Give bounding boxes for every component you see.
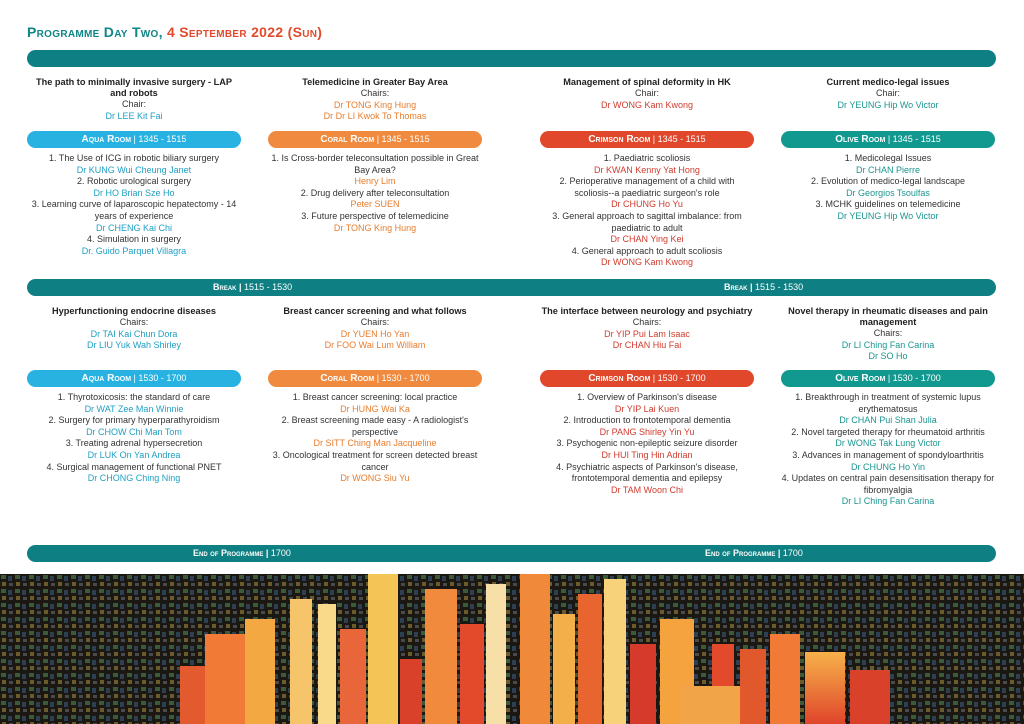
talk-title: 4. Surgical management of functional PNET (46, 461, 222, 472)
talk-list-b2-aqua (27, 392, 241, 485)
talk-title: 4. Updates on central pain desensitisation therapy for fibromyalgia (781, 473, 995, 495)
room-pill-olive: Olive Room | 1530 - 1700 (781, 370, 995, 387)
speaker-name: Dr LUK On Yan Andrea (87, 449, 181, 460)
talk-title: 3. General approach to sagittal imbalance: from paediatric to adult (552, 210, 742, 233)
session-title: The interface between neurology and psychiatry (541, 306, 753, 316)
session-header-b1-aqua (27, 77, 241, 122)
speaker-name: Dr HUNG Wai Ka (340, 403, 410, 414)
session-header-b2-olive (781, 306, 995, 363)
talk-title: 1. Is Cross-border teleconsultation possible in Great Bay Area? (271, 153, 479, 175)
speaker-name: Dr SITT Ching Man Jacqueline (313, 438, 437, 449)
page-title-label: Programme Day Two, (27, 24, 163, 40)
city-skyline-illustration (0, 574, 1024, 724)
chair-name: Dr TONG King Hung (333, 99, 417, 110)
chair-name: Dr Dr LI Kwok To Thomas (323, 111, 427, 122)
chair-name: Dr SO Ho (868, 351, 908, 362)
speaker-name: Henry Lim (354, 176, 396, 187)
talk-title: 1. Thyrotoxicosis: the standard of care (57, 392, 211, 402)
talk-title: 4. Simulation in surgery (86, 234, 182, 245)
session-header-b2-aqua (27, 306, 241, 352)
speaker-name: Dr Georgios Tsoulfas (846, 187, 930, 198)
chair-name: Dr LI Ching Fan Carina (841, 339, 935, 350)
talk-title: 2. Drug delivery after teleconsultation (300, 187, 450, 198)
session-title: Current medico-legal issues (826, 77, 950, 87)
speaker-name: Dr. Guido Parquet Villagra (81, 245, 187, 256)
speaker-name: Dr WAT Zee Man Winnie (84, 403, 184, 414)
top-divider-bar (27, 50, 996, 67)
speaker-name: Dr KUNG Wui Cheung Janet (76, 164, 192, 175)
end-label-right: End of Programme | 1700 (705, 548, 803, 558)
break-label-right: Break | 1515 - 1530 (724, 282, 804, 292)
talk-title: 2. Evolution of medico-legal landscape (810, 176, 966, 187)
talk-title: 4. Psychiatric aspects of Parkinson's disease, frontotemporal dementia and epilepsy (556, 461, 738, 484)
chair-name: Dr CHAN Hiu Fai (612, 340, 682, 351)
session-header-b1-olive (781, 77, 995, 111)
talk-title: 3. MCHK guidelines on telemedicine (815, 199, 961, 210)
chair-name: Dr YEUNG Hip Wo Victor (837, 99, 939, 110)
break-bar (27, 279, 996, 296)
speaker-name: Dr PANG Shirley Yin Yu (599, 426, 695, 437)
session-title: Management of spinal deformity in HK (563, 77, 731, 87)
speaker-name: Dr CHENG Kai Chi (95, 222, 172, 233)
speaker-name: Peter SUEN (350, 199, 400, 210)
break-label-left: Break | 1515 - 1530 (213, 282, 293, 292)
talk-title: 1. Breast cancer screening: local practice (292, 392, 458, 402)
session-header-b2-coral (268, 306, 482, 352)
speaker-name: Dr CHAN Pierre (855, 164, 920, 175)
chair-label: Chairs: (360, 88, 390, 98)
speaker-name: Dr YIP Lai Kuen (614, 403, 680, 414)
talk-title: 2. Robotic urological surgery (76, 176, 192, 187)
speaker-name: Dr WONG Siu Yu (340, 473, 410, 484)
talk-title: 2. Novel targeted therapy for rheumatoid arthritis (791, 426, 985, 437)
talk-title: 3. Oncological treatment for screen detected breast cancer (272, 449, 478, 472)
session-title: Breast cancer screening and what follows (283, 306, 467, 316)
talk-list-b2-olive (781, 392, 995, 508)
talk-title: 2. Breast screening made easy - A radiologist's perspective (281, 415, 469, 437)
chair-label: Chairs: (119, 317, 149, 327)
talk-title: 3. Treating adrenal hypersecretion (65, 438, 203, 449)
room-pill-coral: Coral Room | 1345 - 1515 (268, 131, 482, 148)
speaker-name: Dr CHONG Ching Ning (87, 473, 181, 484)
talk-title: 3. Advances in management of spondyloarthritis (792, 449, 984, 460)
chair-label: Chair: (634, 88, 659, 98)
talk-title: 1. The Use of ICG in robotic biliary surgery (49, 153, 219, 163)
session-header-b1-coral (268, 77, 482, 123)
talk-title: 2. Introduction to frontotemporal dementia (563, 415, 731, 426)
speaker-name: Dr CHUNG Ho Yin (850, 461, 925, 472)
speaker-name: Dr TONG King Hung (333, 222, 417, 233)
talk-title: 3. Learning curve of laparoscopic hepatectomy - 14 years of experience (31, 199, 237, 221)
skyline-svg (0, 574, 1024, 724)
room-pill-aqua: Aqua Room | 1530 - 1700 (27, 370, 241, 387)
end-label-left: End of Programme | 1700 (193, 548, 291, 558)
speaker-name: Dr CHAN Ying Kei (610, 234, 684, 245)
speaker-name: Dr WONG Tak Lung Victor (835, 438, 941, 449)
talk-title: 3. Future perspective of telemedicine (301, 210, 449, 221)
talk-list-b1-crimson (540, 153, 754, 269)
session-title: Hyperfunctioning endocrine diseases (52, 306, 216, 316)
speaker-name: Dr KWAN Kenny Yat Hong (594, 164, 700, 175)
session-header-b2-crimson (540, 306, 754, 352)
talk-title: 1. Medicolegal Issues (844, 153, 932, 163)
page-title (27, 24, 322, 40)
talk-title: 3. Psychogenic non-epileptic seizure disorder (556, 438, 738, 449)
chair-label: Chairs: (632, 317, 662, 327)
page-title-date: 4 September 2022 (Sun) (167, 24, 323, 40)
speaker-name: Dr LI Ching Fan Carina (841, 496, 935, 507)
talk-title: 4. General approach to adult scoliosis (571, 245, 723, 256)
speaker-name: Dr HO Brian Sze Ho (93, 187, 175, 198)
talk-title: 2. Perioperative management of a child with scoliosis--a paediatric surgeon's role (559, 176, 735, 198)
speaker-name: Dr WONG Kam Kwong (600, 257, 694, 268)
chair-name: Dr FOO Wai Lum William (324, 340, 426, 351)
chair-name: Dr YUEN Ho Yan (340, 328, 410, 339)
talk-title: 1. Breakthrough in treatment of systemic lupus erythematosus (795, 392, 981, 414)
talk-list-b1-olive (781, 153, 995, 223)
session-title: Telemedicine in Greater Bay Area (302, 77, 448, 87)
end-of-programme-bar (27, 545, 996, 562)
speaker-name: Dr CHOW Chi Man Tom (86, 426, 182, 437)
chair-name: Dr LIU Yuk Wah Shirley (86, 340, 182, 351)
talk-list-b1-aqua (27, 153, 241, 257)
speaker-name: Dr YEUNG Hip Wo Victor (837, 210, 939, 221)
chair-label: Chairs: (360, 317, 390, 327)
room-pill-aqua: Aqua Room | 1345 - 1515 (27, 131, 241, 148)
talk-list-b2-crimson (540, 392, 754, 496)
talk-list-b1-coral (268, 153, 482, 234)
room-pill-crimson: Crimson Room | 1530 - 1700 (540, 370, 754, 387)
session-title: Novel therapy in rheumatic diseases and pain management (788, 306, 988, 327)
talk-list-b2-coral (268, 392, 482, 485)
chair-name: Dr WONG Kam Kwong (600, 99, 694, 110)
speaker-name: Dr CHAN Pui Shan Julia (839, 415, 937, 426)
speaker-name: Dr TAM Woon Chi (610, 484, 684, 495)
chair-label: Chair: (875, 88, 900, 98)
session-title: The path to minimally invasive surgery - LAP and robots (35, 77, 233, 98)
room-pill-coral: Coral Room | 1530 - 1700 (268, 370, 482, 387)
session-header-b1-crimson (540, 77, 754, 111)
chair-label: Chairs: (873, 328, 903, 338)
talk-title: 1. Paediatric scoliosis (603, 153, 691, 163)
room-pill-olive: Olive Room | 1345 - 1515 (781, 131, 995, 148)
speaker-name: Dr CHUNG Ho Yu (611, 199, 683, 210)
talk-title: 1. Overview of Parkinson's disease (577, 392, 717, 402)
room-pill-crimson: Crimson Room | 1345 - 1515 (540, 131, 754, 148)
speaker-name: Dr HUI Ting Hin Adrian (601, 449, 693, 460)
talk-title: 2. Surgery for primary hyperparathyroidism (48, 415, 220, 426)
chair-name: Dr LEE Kit Fai (105, 110, 163, 121)
chair-name: Dr TAI Kai Chun Dora (90, 328, 178, 339)
chair-name: Dr YIP Pui Lam Isaac (604, 328, 690, 339)
chair-label: Chair: (121, 99, 146, 109)
